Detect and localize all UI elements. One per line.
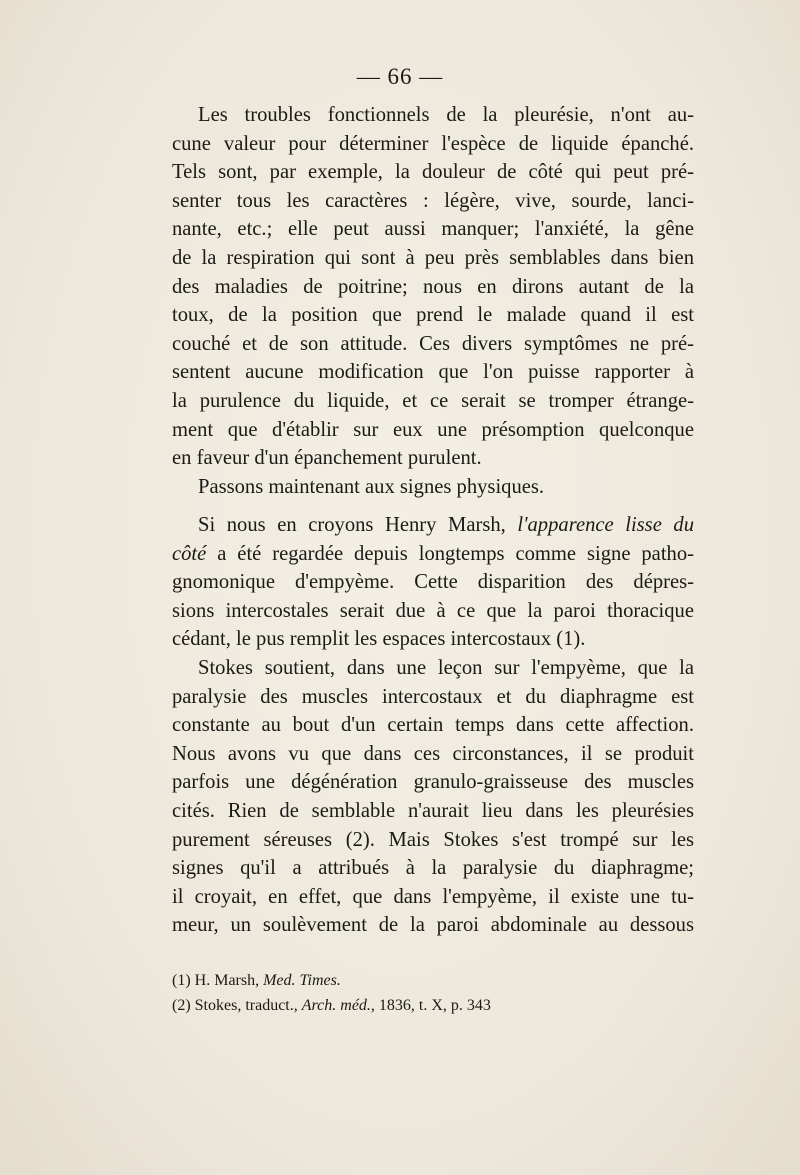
text-line: signes qu'il a attribués à la paralysie du diaphragme; bbox=[172, 857, 694, 880]
body-text-lower bbox=[172, 511, 694, 940]
body-text-upper bbox=[172, 101, 694, 501]
italic-phrase: côté bbox=[172, 542, 207, 565]
text-line: en faveur d'un épanchement purulent. bbox=[172, 447, 482, 470]
text-line: Les troubles fonctionnels de la pleurésie, n'ont au- bbox=[198, 104, 694, 126]
text-line: Tels sont, par exemple, la douleur de côté qui peut pré- bbox=[172, 161, 694, 184]
text-line: gnomonique d'empyème. Cette disparition des dépres- bbox=[172, 571, 694, 594]
italic-phrase: l'apparence lisse du bbox=[517, 514, 694, 536]
text-line: parfois une dégénération granulo-graisseuse des muscles bbox=[172, 771, 694, 794]
text-line: senter tous les caractères : légère, vive, sourde, lanci- bbox=[172, 189, 694, 212]
page-number: — 66 — bbox=[356, 64, 444, 89]
text-line: Nous avons vu que dans ces circonstances, il se produit bbox=[172, 742, 694, 765]
text-line: paralysie des muscles intercostaux et du diaphragme est bbox=[172, 685, 694, 708]
text-line: Passons maintenant aux signes physiques. bbox=[198, 475, 545, 498]
text-line: il croyait, en effet, que dans l'empyème, il existe une tu- bbox=[172, 885, 694, 908]
text-line: cédant, le pus remplit les espaces intercostaux (1). bbox=[172, 628, 586, 651]
text-line: meur, un soulèvement de la paroi abdominale au dessous bbox=[172, 914, 694, 937]
text-line: cune valeur pour déterminer l'espèce de liquide épanché. bbox=[172, 132, 694, 155]
text-line: la purulence du liquide, et ce serait se tromper étrange- bbox=[172, 389, 694, 412]
text-line: de la respiration qui sont à peu près semblables dans bien bbox=[172, 246, 694, 269]
text-line: Stokes soutient, dans une leçon sur l'empyème, que la bbox=[198, 656, 694, 679]
footnotes bbox=[172, 968, 694, 1018]
text-line: cités. Rien de semblable n'aurait lieu dans les pleurésies bbox=[172, 799, 694, 822]
text-line: côté a été regardée depuis longtemps comme signe patho- bbox=[172, 542, 694, 565]
text-line: sentent aucune modification que l'on puisse rapporter à bbox=[172, 361, 694, 384]
footnote: (1) H. Marsh, Med. Times. bbox=[172, 972, 341, 989]
text-line: des maladies de poitrine; nous en dirons autant de la bbox=[172, 275, 694, 298]
text-line: ment que d'établir sur eux une présomption quelconque bbox=[172, 418, 694, 441]
text-line: purement séreuses (2). Mais Stokes s'est trompé sur les bbox=[172, 828, 694, 851]
footnote: (2) Stokes, traduct., Arch. méd., 1836, t. X, p. 343 bbox=[172, 997, 491, 1014]
text-line: nante, etc.; elle peut aussi manquer; l'anxiété, la gêne bbox=[172, 218, 694, 241]
text-line: constante au bout d'un certain temps dans cette affection. bbox=[172, 714, 694, 737]
text-line: toux, de la position que prend le malade quand il est bbox=[172, 304, 694, 327]
text-line: sions intercostales serait due à ce que la paroi thoracique bbox=[172, 599, 694, 622]
text-line: Si nous en croyons Henry Marsh, l'apparence lisse du bbox=[198, 514, 694, 536]
text-line: couché et de son attitude. Ces divers symptômes ne pré- bbox=[172, 332, 694, 355]
